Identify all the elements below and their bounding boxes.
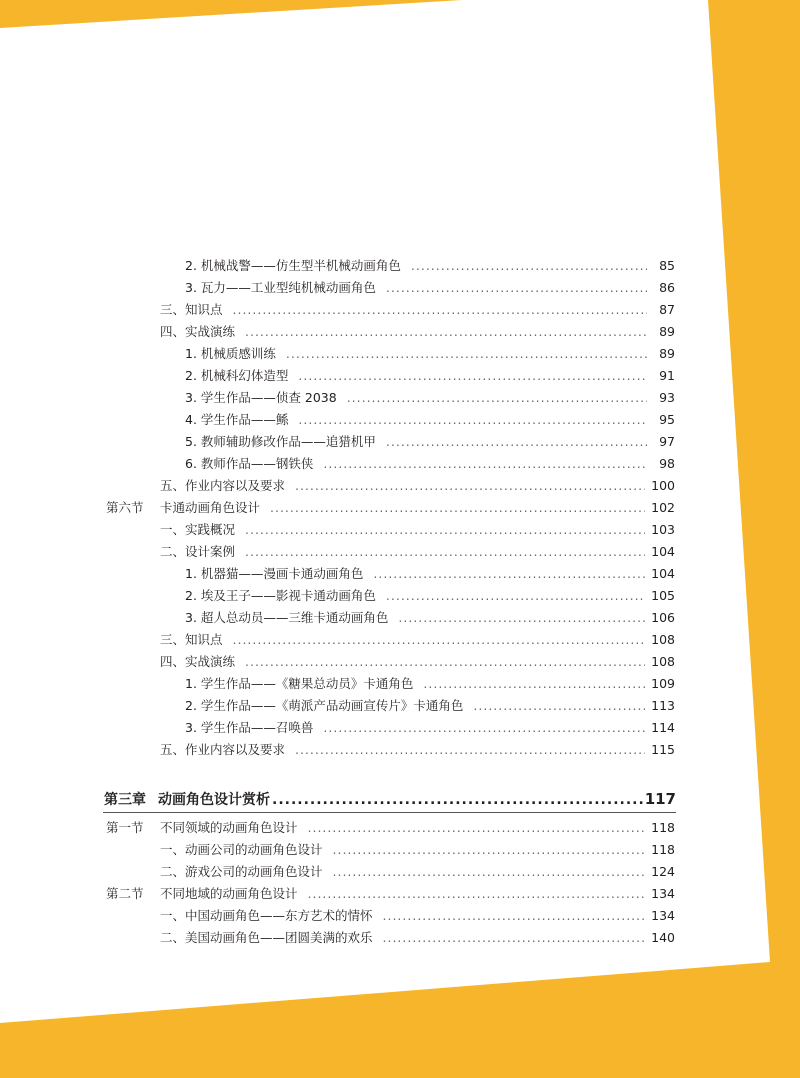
toc-entry-title: 卡通动画角色设计 (160, 500, 261, 515)
toc-entry[interactable] (185, 410, 675, 430)
toc-entry[interactable] (185, 454, 675, 474)
toc-leader-dots (295, 476, 645, 496)
toc-entry[interactable] (160, 476, 675, 496)
toc-entry[interactable] (185, 388, 675, 408)
toc-leader-dots (308, 884, 646, 904)
toc-leader-dots (323, 718, 645, 738)
toc-chapter-page: 117 (644, 790, 676, 808)
toc-entry-page: 106 (651, 610, 675, 625)
toc-entry-page: 95 (659, 412, 675, 427)
toc-entry[interactable] (185, 674, 675, 694)
toc-entry-page: 104 (651, 544, 675, 559)
toc-leader-dots (298, 410, 647, 430)
chapter-divider (103, 812, 676, 813)
toc-leader-dots (308, 818, 646, 838)
toc-entry-title: 2. 机械战警——仿生型半机械动画角色 (185, 258, 401, 273)
toc-leader-dots (298, 366, 647, 386)
toc-entry-page: 115 (651, 742, 675, 757)
toc-entry-page: 102 (651, 500, 675, 515)
toc-entry[interactable] (185, 344, 675, 364)
toc-entry-title: 1. 机械质感训练 (185, 346, 276, 361)
toc-section-number: 第二节 (106, 886, 144, 901)
toc-section-number: 第六节 (106, 500, 144, 515)
toc-entry-title: 五、作业内容以及要求 (160, 478, 286, 493)
toc-leader-dots (245, 542, 645, 562)
toc-entry-title: 三、知识点 (160, 302, 223, 317)
toc-entry[interactable] (160, 322, 675, 342)
toc-entry-title: 一、中国动画角色——东方艺术的情怀 (160, 908, 373, 923)
toc-leader-dots (383, 906, 646, 926)
toc-entry-page: 118 (651, 842, 675, 857)
toc-entry-page: 134 (651, 908, 675, 923)
toc-entry-title: 四、实战演练 (160, 654, 236, 669)
toc-entry[interactable] (185, 432, 675, 452)
toc-entry-title: 3. 瓦力——工业型纯机械动画角色 (185, 280, 376, 295)
toc-entry[interactable] (185, 718, 675, 738)
toc-entry-page: 103 (651, 522, 675, 537)
toc-leader-dots (295, 740, 645, 760)
toc-entry-page: 89 (659, 324, 675, 339)
toc-leader-dots (286, 344, 647, 364)
toc-entry[interactable] (185, 586, 675, 606)
toc-leader-dots (323, 454, 647, 474)
toc-entry-page: 91 (659, 368, 675, 383)
toc-leader-dots (398, 608, 645, 628)
toc-entry-title: 2. 机械科幻体造型 (185, 368, 289, 383)
toc-entry[interactable] (160, 542, 675, 562)
toc-entry-page: 89 (659, 346, 675, 361)
toc-leader-dots (245, 520, 645, 540)
toc-entry-title: 四、实战演练 (160, 324, 236, 339)
toc-entry[interactable] (160, 630, 675, 650)
toc-section-number: 第一节 (106, 820, 144, 835)
toc-entry-page: 104 (651, 566, 675, 581)
toc-chapter-entry[interactable] (104, 789, 676, 809)
toc-leader-dots (383, 928, 646, 948)
toc-entry-page: 108 (651, 632, 675, 647)
toc-section-entry[interactable] (106, 498, 675, 518)
toc-leader-dots (233, 630, 646, 650)
toc-entry-title: 5. 教师辅助修改作品——追猎机甲 (185, 434, 376, 449)
toc-entry[interactable] (185, 608, 675, 628)
toc-entry-title: 一、动画公司的动画角色设计 (160, 842, 323, 857)
toc-entry-page: 134 (651, 886, 675, 901)
toc-entry-title: 3. 学生作品——召唤兽 (185, 720, 314, 735)
toc-leader-dots (473, 696, 645, 716)
toc-entry-page: 109 (651, 676, 675, 691)
toc-entry-title: 一、实践概况 (160, 522, 236, 537)
toc-entry-page: 118 (651, 820, 675, 835)
toc-entry[interactable] (160, 840, 675, 860)
toc-leader-dots (386, 432, 647, 452)
toc-entry-page: 113 (651, 698, 675, 713)
toc-entry-page: 86 (659, 280, 675, 295)
toc-leader-dots (233, 300, 647, 320)
toc-entry[interactable] (160, 740, 675, 760)
toc-entry-title: 1. 机器猫——漫画卡通动画角色 (185, 566, 364, 581)
toc-entry-title: 二、游戏公司的动画角色设计 (160, 864, 323, 879)
toc-entry-page: 97 (659, 434, 675, 449)
toc-leader-dots (423, 674, 645, 694)
toc-leader-dots (245, 322, 647, 342)
toc-entry-title: 4. 学生作品——鲧 (185, 412, 289, 427)
toc-entry-page: 85 (659, 258, 675, 273)
toc-leader-dots (347, 388, 647, 408)
toc-entry-title: 2. 埃及王子——影视卡通动画角色 (185, 588, 376, 603)
toc-entry[interactable] (185, 278, 675, 298)
toc-entry-title: 3. 超人总动员——三维卡通动画角色 (185, 610, 389, 625)
toc-entry-title: 6. 教师作品——钢铁侠 (185, 456, 314, 471)
toc-entry[interactable] (160, 300, 675, 320)
toc-entry-page: 108 (651, 654, 675, 669)
toc-chapter-title: 动画角色设计赏析 (158, 792, 270, 808)
toc-entry[interactable] (160, 928, 675, 948)
toc-section-entry[interactable] (106, 884, 675, 904)
toc-leader-dots (411, 256, 647, 276)
toc-entry-title: 1. 学生作品——《糖果总动员》卡通角色 (185, 676, 414, 691)
toc-entry-page: 87 (659, 302, 675, 317)
toc-entry-page: 105 (651, 588, 675, 603)
toc-entry-title: 三、知识点 (160, 632, 223, 647)
toc-entry-page: 124 (651, 864, 675, 879)
toc-entry[interactable] (185, 256, 675, 276)
toc-entry-title: 二、美国动画角色——团圆美满的欢乐 (160, 930, 373, 945)
toc-entry[interactable] (185, 564, 675, 584)
toc-entry-page: 114 (651, 720, 675, 735)
toc-entry[interactable] (160, 652, 675, 672)
toc-leader-dots (245, 652, 645, 672)
toc-leader-dots (386, 586, 645, 606)
toc-entry-title: 不同地域的动画角色设计 (160, 886, 298, 901)
toc-entry-page: 93 (659, 390, 675, 405)
toc-leader-dots (386, 278, 647, 298)
toc-entry-title: 五、作业内容以及要求 (160, 742, 286, 757)
toc-leader-dots (373, 564, 645, 584)
toc-section-entry[interactable] (106, 818, 675, 838)
toc-entry[interactable] (160, 520, 675, 540)
toc-entry-page: 140 (651, 930, 675, 945)
toc-leader-dots (333, 862, 646, 882)
toc-entry-title: 不同领域的动画角色设计 (160, 820, 298, 835)
toc-leader-dots (272, 790, 645, 810)
toc-entry[interactable] (185, 696, 675, 716)
toc-entry[interactable] (185, 366, 675, 386)
toc-entry-page: 98 (659, 456, 675, 471)
toc-leader-dots (333, 840, 646, 860)
toc-entry[interactable] (160, 862, 675, 882)
toc-leader-dots (270, 498, 645, 518)
toc-entry-page: 100 (651, 478, 675, 493)
toc-chapter-number: 第三章 (104, 792, 146, 808)
toc-entry-title: 2. 学生作品——《萌派产品动画宣传片》卡通角色 (185, 698, 464, 713)
toc-entry[interactable] (160, 906, 675, 926)
toc-entry-title: 二、设计案例 (160, 544, 236, 559)
toc-entry-title: 3. 学生作品——侦查 2038 (185, 390, 337, 405)
